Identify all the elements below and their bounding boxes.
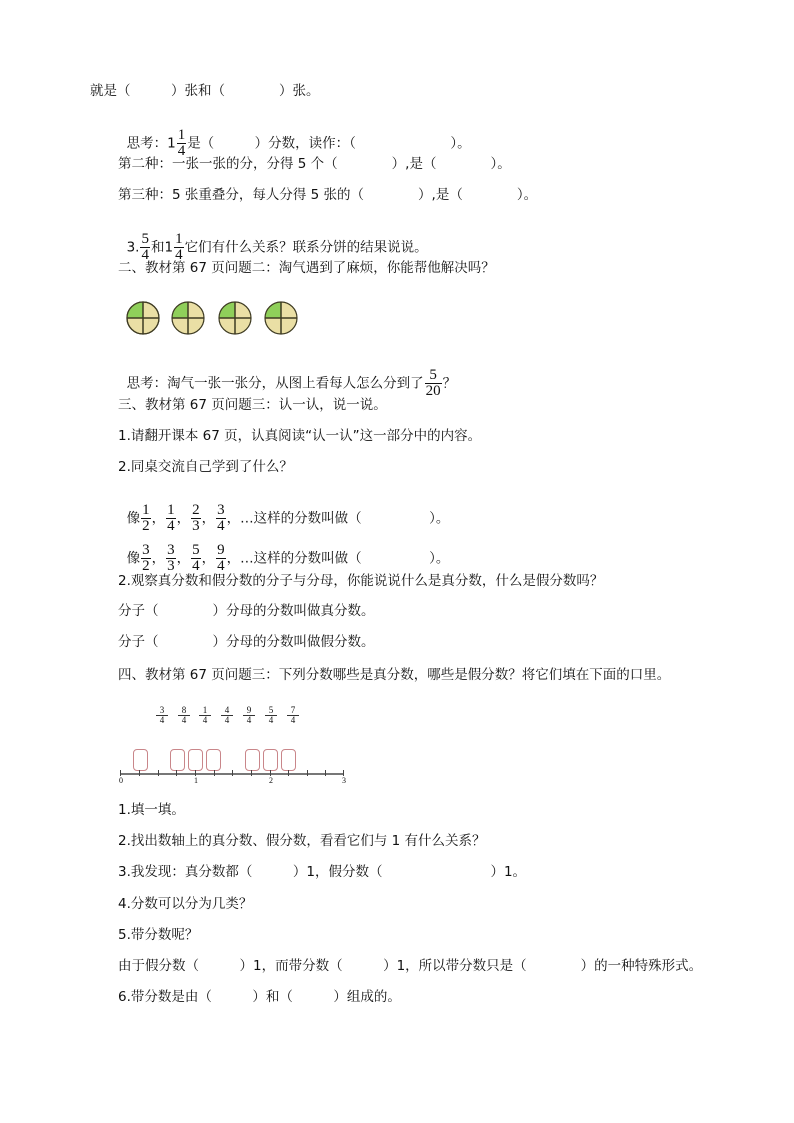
step-2-line: 2.同桌交流自己学到了什么？ [118,459,293,475]
denominator: 4 [265,715,277,725]
question-3-line [118,214,428,263]
fraction [199,706,211,725]
answer-box[interactable] [133,749,148,771]
fraction [216,543,226,574]
text: 思考：1 [126,135,176,152]
tick [307,770,308,776]
tick [288,770,289,776]
quarter-pie-icon [171,301,205,335]
numerator: 3 [159,705,165,715]
discover-line: 3.我发现：真分数都（ ）1，假分数（ ）1。 [118,864,527,880]
answer-box[interactable] [281,749,296,771]
number-line-figure [110,700,360,790]
section-three-heading: 三、教材第 67 页问题三：认一认，说一说。 [118,397,387,413]
numerator: 8 [181,705,187,715]
text: ？ [442,375,457,392]
think-pie-line [118,350,456,399]
fraction [156,706,168,725]
denominator: 4 [177,143,186,159]
denominator: 4 [217,558,225,574]
text: ，…这样的分数叫做（ ）。 [226,550,450,567]
tick [139,770,140,776]
quarter-pie-icon [264,301,298,335]
numerator: 1 [202,705,208,715]
fraction [265,706,277,725]
numerator: 1 [167,502,175,518]
text: ， [176,510,191,527]
denominator: 4 [221,715,233,725]
section-two-heading: 二、教材第 67 页问题二：淘气遇到了麻烦，你能帮他解决吗？ [118,260,495,276]
numerator: 9 [217,542,225,558]
numerator: 3 [142,542,150,558]
text: 思考：淘气一张一张分，从图上看每人怎么分到了 [126,375,424,392]
numerator: 5 [268,705,274,715]
denominator: 4 [199,715,211,725]
denominator: 3 [192,518,200,534]
numerator: 4 [224,705,230,715]
axis-label: 2 [269,776,273,785]
quarter-pie-icon [126,301,160,335]
answer-box[interactable] [188,749,203,771]
denominator: 2 [142,558,150,574]
text: 3. [126,239,140,256]
denominator: 3 [167,558,175,574]
denominator: 4 [156,715,168,725]
text: 是（ ）分数，读作：（ ）。 [187,135,471,152]
numerator: 1 [177,127,186,143]
step-1-line: 1.请翻开课本 67 页，认真阅读“认一认”这一部分中的内容。 [118,428,482,444]
numerator: 3 [217,502,225,518]
improper-fractions-line [118,525,449,574]
answer-box[interactable] [206,749,221,771]
text: 它们有什么关系？联系分饼的结果说说。 [184,239,428,256]
text: ， [201,550,216,567]
tick [232,770,233,776]
because-line: 由于假分数（ ）1，而带分数（ ）1，所以带分数只是（ ）的一种特殊形式。 [118,958,703,974]
axis-label: 0 [119,776,123,785]
observe-line: 2.观察真分数和假分数的分子与分母，你能说说什么是真分数，什么是假分数吗？ [118,573,604,589]
quarter-pie-icon [218,301,252,335]
tick [158,770,159,776]
denominator: 4 [192,558,200,574]
numerator: 9 [246,705,252,715]
composition-line: 6.带分数是由（ ）和（ ）组成的。 [118,989,401,1005]
method-two-line: 第二种：一张一张的分，分得 5 个（ ）,是（ ）。 [118,156,511,172]
mixed-number-question: 5.带分数呢？ [118,927,199,943]
proper-definition-line: 分子（ ）分母的分数叫做真分数。 [118,603,375,619]
classify-line: 4.分数可以分为几类？ [118,896,253,912]
text: ， [201,510,216,527]
text: ， [176,550,191,567]
tick [251,770,252,776]
fill-in-line: 1.填一填。 [118,802,185,818]
fraction [243,706,255,725]
answer-box[interactable] [245,749,260,771]
text: ，…这样的分数叫做（ ）。 [226,510,450,527]
text: ， [151,510,166,527]
denominator: 4 [243,715,255,725]
find-line: 2.找出数轴上的真分数、假分数，看看它们与 1 有什么关系？ [118,833,486,849]
fraction [191,543,201,574]
text: 像 [126,510,141,527]
tick [214,770,215,776]
section-four-heading: 四、教材第 67 页问题三：下列分数哪些是真分数，哪些是假分数？将它们填在下面的口里。 [118,667,671,683]
denominator: 4 [287,715,299,725]
fraction [425,368,442,399]
axis-label: 3 [342,776,346,785]
numerator: 1 [175,231,183,247]
text-line-1: 就是（ ）张和（ ）张。 [90,83,320,99]
answer-box[interactable] [170,749,185,771]
numerator: 7 [290,705,296,715]
denominator: 4 [141,247,149,263]
denominator: 2 [142,518,150,534]
tick [325,770,326,776]
text: 和1 [150,239,174,256]
axis-label: 1 [194,776,198,785]
denominator: 4 [178,715,190,725]
answer-box[interactable] [263,749,278,771]
numerator: 5 [141,231,149,247]
numerator: 2 [192,502,200,518]
denominator: 4 [167,518,175,534]
numerator: 5 [192,542,200,558]
denominator: 4 [217,518,225,534]
fraction [166,543,176,574]
numerator: 5 [429,367,437,383]
fraction [178,706,190,725]
numerator: 3 [167,542,175,558]
numerator: 1 [142,502,150,518]
fraction [221,706,233,725]
fraction [287,706,299,725]
text: 像 [126,550,141,567]
text: ， [151,550,166,567]
denominator: 20 [425,383,441,399]
denominator: 4 [175,247,183,263]
tick [176,770,177,776]
fraction [141,543,151,574]
improper-definition-line: 分子（ ）分母的分数叫做假分数。 [118,634,375,650]
method-three-line: 第三种：5 张重叠分，每人分得 5 张的（ ）,是（ ）。 [118,187,538,203]
think-mixed-number-line [118,110,471,159]
